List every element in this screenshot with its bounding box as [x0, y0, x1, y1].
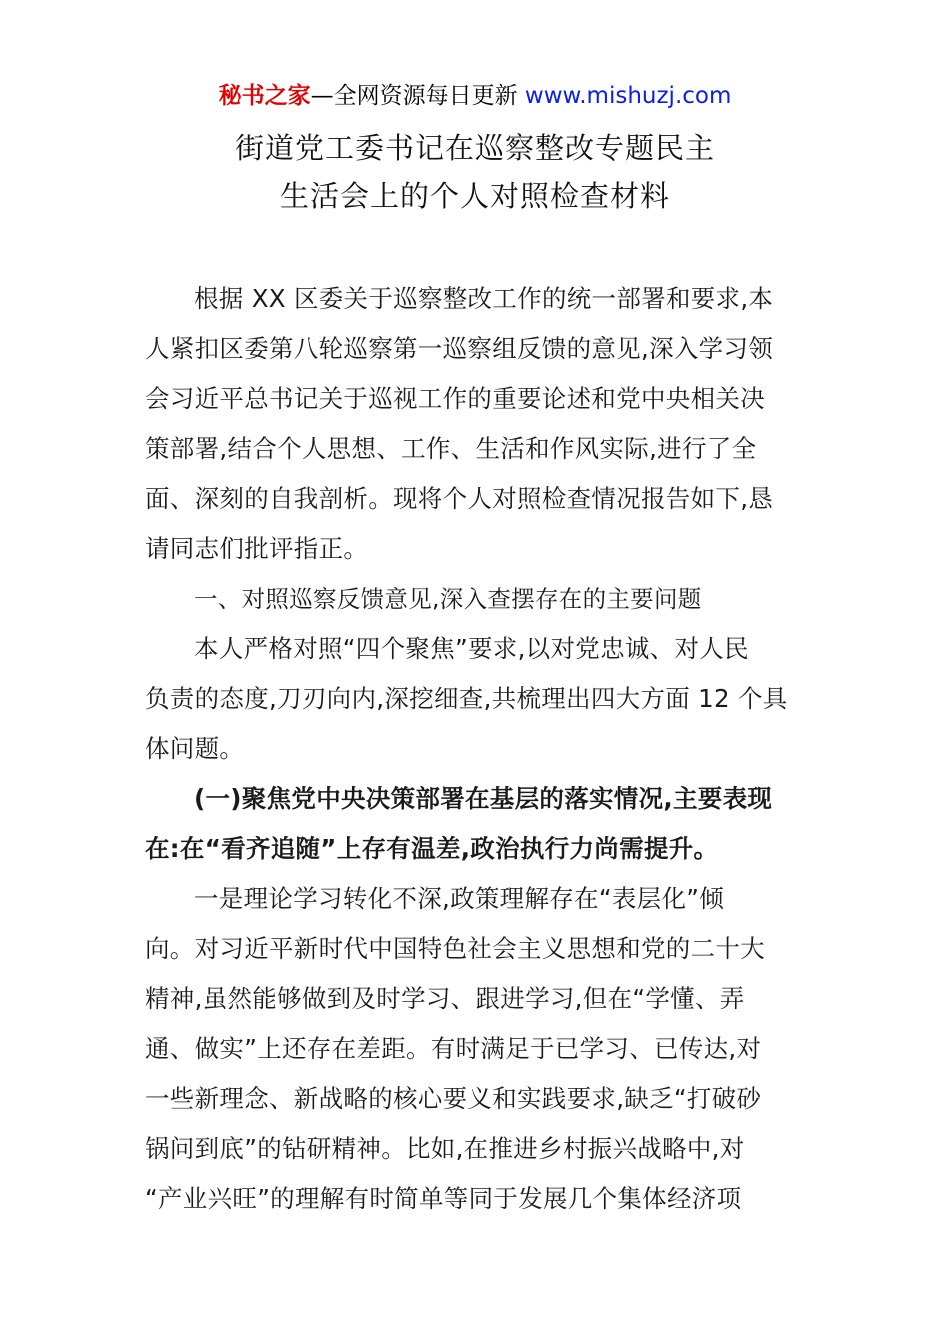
site-name: 秘书之家 — [218, 83, 311, 109]
body-line: 锅问到底”的钻研精神。比如,在推进乡村振兴战略中,对 — [145, 1134, 745, 1163]
site-url-link[interactable]: www.mishuzj.com — [524, 83, 732, 109]
body-line: 负责的态度,刀刃向内,深挖细查,共梳理出四大方面 12 个具 — [145, 684, 788, 713]
body-line: 通、做实”上还存在差距。有时满足于已学习、已传达,对 — [145, 1034, 762, 1063]
body-line: 人紧扣区委第八轮巡察第一巡察组反馈的意见,深入学习领 — [145, 334, 774, 363]
body-line: 一是理论学习转化不深,政策理解存在“表层化”倾 — [194, 884, 725, 913]
body-line: 向。对习近平新时代中国特色社会主义思想和党的二十大 — [145, 934, 765, 963]
subsection-heading: 在:在“看齐追随”上存有温差,政治执行力尚需提升。 — [145, 834, 719, 863]
site-tagline: —全网资源每日更新 — [310, 83, 525, 109]
subsection-heading: (一)聚焦党中央决策部署在基层的落实情况,主要表现 — [194, 784, 773, 813]
document-title — [0, 124, 950, 220]
title-line-1: 街道党工委书记在巡察整改专题民主 — [234, 131, 715, 165]
body-line: 请同志们批评指正。 — [145, 534, 369, 563]
body-line: “产业兴旺”的理解有时简单等同于发展几个集体经济项 — [145, 1184, 742, 1213]
body-line: 面、深刻的自我剖析。现将个人对照检查情况报告如下,恳 — [145, 484, 774, 513]
document-body — [145, 274, 807, 1224]
body-line: 精神,虽然能够做到及时学习、跟进学习,但在“学懂、弄 — [145, 984, 745, 1013]
body-line: 策部署,结合个人思想、工作、生活和作风实际,进行了全 — [145, 434, 757, 463]
body-line: 根据 XX 区委关于巡察整改工作的统一部署和要求,本 — [194, 284, 774, 313]
body-line: 一些新理念、新战略的核心要义和实践要求,缺乏“打破砂 — [145, 1084, 762, 1113]
body-line: 体问题。 — [145, 734, 245, 763]
title-line-2: 生活会上的个人对照检查材料 — [279, 179, 670, 213]
site-header — [0, 80, 950, 112]
body-line: 本人严格对照“四个聚焦”要求,以对党忠诚、对人民 — [194, 634, 749, 663]
section-heading: 一、对照巡察反馈意见,深入查摆存在的主要问题 — [194, 585, 702, 613]
body-line: 会习近平总书记关于巡视工作的重要论述和党中央相关决 — [145, 384, 765, 413]
